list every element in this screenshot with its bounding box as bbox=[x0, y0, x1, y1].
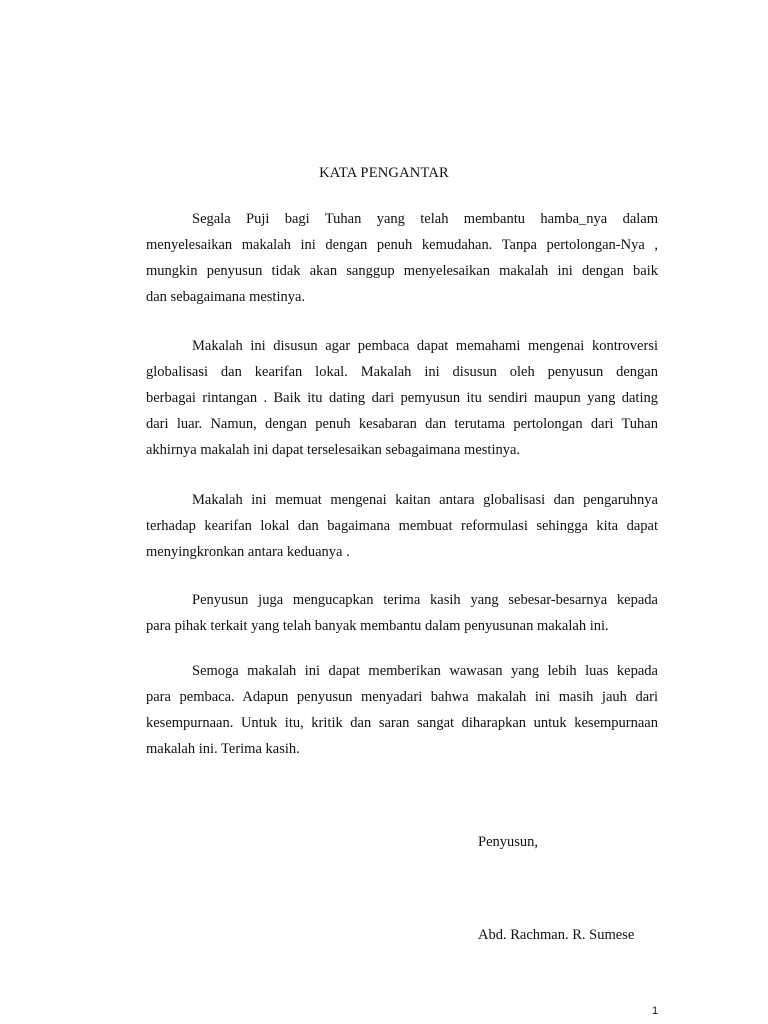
author-name: Abd. Rachman. R. Sumese bbox=[478, 927, 635, 943]
paragraph-line: Semoga makalah ini dapat memberikan wawasan yang lebih luas kepada bbox=[192, 663, 658, 679]
paragraph-5 bbox=[146, 658, 658, 762]
paragraph-line: terhadap kearifan lokal dan bagaimana membuat reformulasi sehingga kita dapat bbox=[146, 518, 658, 534]
paragraph-line: globalisasi dan kearifan lokal. Makalah ini disusun oleh penyusun dengan bbox=[146, 364, 658, 380]
paragraph-line: berbagai rintangan . Baik itu dating dari pemyusun itu sendiri maupun yang dating bbox=[146, 390, 658, 406]
paragraph-line: akhirnya makalah ini dapat terselesaikan sebagaimana mestinya. bbox=[146, 442, 521, 458]
page-number: 1 bbox=[651, 1005, 659, 1017]
paragraph-line: Penyusun juga mengucapkan terima kasih yang sebesar-besarnya kepada bbox=[192, 592, 658, 608]
paragraph-line: menyingkronkan antara keduanya . bbox=[146, 544, 350, 560]
paragraph-line: dari luar. Namun, dengan penuh kesabaran dan terutama pertolongan dari Tuhan bbox=[146, 416, 658, 432]
paragraph-line: makalah ini. Terima kasih. bbox=[146, 741, 300, 757]
paragraph-1 bbox=[146, 206, 658, 310]
paragraph-4 bbox=[146, 587, 658, 639]
paragraph-line: kesempurnaan. Untuk itu, kritik dan saran sangat diharapkan untuk kesempurnaan bbox=[146, 715, 658, 731]
paragraph-line: Makalah ini disusun agar pembaca dapat memahami mengenai kontroversi bbox=[192, 338, 658, 354]
document-title: KATA PENGANTAR bbox=[319, 165, 449, 181]
paragraph-line: para pihak terkait yang telah banyak membantu dalam penyusunan makalah ini. bbox=[146, 618, 609, 634]
paragraph-line: dan sebagaimana mestinya. bbox=[146, 289, 306, 305]
paragraph-line: Segala Puji bagi Tuhan yang telah membantu hamba_nya dalam bbox=[192, 211, 658, 227]
paragraph-2 bbox=[146, 333, 658, 463]
closing-salutation: Penyusun, bbox=[478, 834, 539, 850]
paragraph-line: mungkin penyusun tidak akan sanggup menyelesaikan makalah ini dengan baik bbox=[146, 263, 658, 279]
paragraph-line: Makalah ini memuat mengenai kaitan antara globalisasi dan pengaruhnya bbox=[192, 492, 658, 508]
paragraph-line: para pembaca. Adapun penyusun menyadari bahwa makalah ini masih jauh dari bbox=[146, 689, 658, 705]
paragraph-3 bbox=[146, 487, 658, 565]
paragraph-line: menyelesaikan makalah ini dengan penuh kemudahan. Tanpa pertolongan-Nya , bbox=[146, 237, 658, 253]
